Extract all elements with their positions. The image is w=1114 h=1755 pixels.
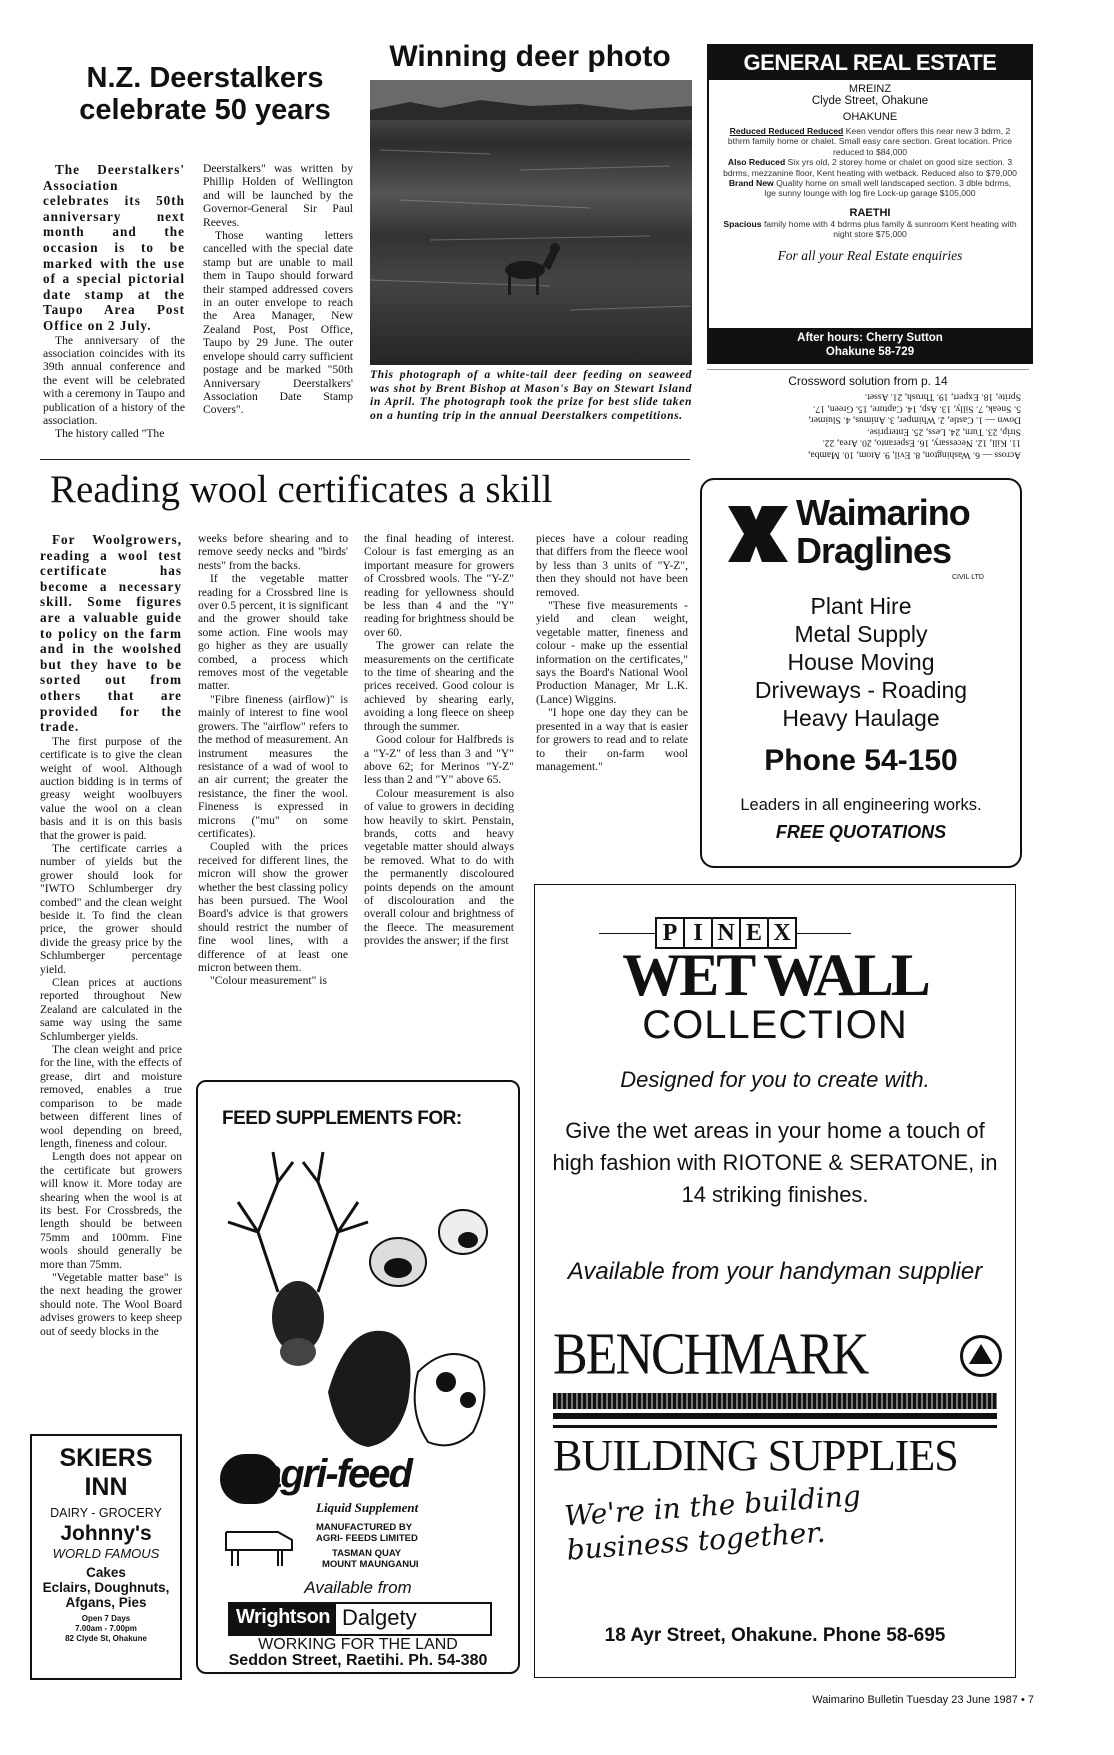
service-item: Plant Hire	[810, 593, 912, 619]
bakery-item: Eclairs, Doughnuts,	[42, 1580, 170, 1595]
paragraph: Good colour for Halfbreds is a "Y-Z" of less than 3 and "Y" above 62; for Merinos "Y-Z" less than 2 and "Y" above 65.	[364, 733, 514, 787]
deer-photo	[370, 80, 692, 365]
bakery-items	[32, 1565, 180, 1610]
paragraph: "Colour measurement" is	[210, 974, 328, 988]
paragraph: "These five measurements - yield and clean weight, vegetable matter, fineness and colour - make up the essential information on the certificates," says the Board's National Wool Production Manager, Mr L.K. (Lance) Wiggins.	[536, 599, 688, 706]
skiers-title: SKIERS	[59, 1444, 153, 1472]
deer-photo-image	[370, 80, 692, 365]
real-estate-tagline: For all your Real Estate enquiries	[777, 247, 963, 263]
paragraph: weeks before shearing and to remove seedy necks and "birds' nests" from the backs.	[198, 532, 348, 572]
listing-label: Reduced Reduced Reduced	[729, 126, 844, 136]
divider	[553, 1425, 997, 1428]
wool-headline: Reading wool certificates a skill	[50, 468, 553, 511]
decorative-band	[553, 1393, 997, 1409]
listing-4	[709, 219, 1031, 240]
available-from-handyman: Available from your handyman supplier	[567, 1258, 983, 1285]
listing-text: family home with 4 bdrms plus family & sunroom Kent heating with night store $75,000	[763, 218, 1017, 240]
benchmark-title: BENCHMARK	[553, 1321, 868, 1388]
paragraph: Colour measurement is also of value to growers in deciding how heavily to skirt. Penstain, brands, cotts and heavy vegetable matter should always be removed. What to do with the permanently discoloured points depends on the amount of discolouration and the overall colour and brightness of the fleece. The measurement provides the answer; if the first	[364, 786, 514, 948]
listing-3	[709, 178, 1031, 199]
manufacturer-address: MOUNT MAUNGANUI	[322, 1559, 419, 1570]
world-famous: WORLD FAMOUS	[52, 1546, 160, 1561]
manufacturer	[316, 1522, 419, 1570]
pinex-letter: N	[713, 919, 741, 947]
crossword-line: 5. Sneak, 7. Silly, 13. Asp, 14. Capture, 15. Green, 17.	[812, 403, 1021, 415]
paragraph: Coupled with the prices received for different lines, the micron will show the grower whether the best classing policy has been pursued. The Wool Board's advice is that growers should restrict the number of fine wool lines, with a difference of at least one micron between them.	[198, 840, 348, 974]
wool-column-1	[40, 532, 182, 1338]
section-raethi: RAETHI	[849, 206, 891, 219]
manufacturer-address: TASMAN QUAY	[332, 1548, 402, 1559]
manufacturer-line: MANUFACTURED BY	[316, 1522, 413, 1533]
wool-lead: For Woolgrowers, reading a wool test certificate has become a necessary skill. Some figures are a valuable guide to policy on the farm and in the woolshed but they have to be sorted out from others that are provided for the trade.	[40, 532, 182, 735]
bakery-item: Afgans, Pies	[65, 1595, 147, 1610]
service-item: House Moving	[787, 649, 935, 675]
agri-feed-address: Seddon Street, Raetihi. Ph. 54-380	[228, 1652, 488, 1669]
waimarino-name: Waimarino	[796, 492, 970, 533]
listing-label: Also Reduced	[727, 157, 786, 168]
listing-1	[709, 126, 1031, 157]
dalgety-label: Dalgety	[342, 1605, 417, 1630]
paragraph: Deerstalkers" was written by Phillip Holden of Wellington and will be launched by the Governor-General Sir Paul Reeves.	[203, 162, 353, 229]
agency: MREINZ	[848, 83, 892, 95]
crossword-answers	[707, 391, 1029, 461]
liquid-supplement: Liquid Supplement	[316, 1500, 419, 1515]
wool-column-2	[198, 532, 348, 988]
paragraph: The certificate carries a number of yields but the grower should look for "IWTO Schlumberger dry combed" and the clean weight beside it. To find the clean price, the grower should divide the greasy price by the Schlumberger percentage yield.	[40, 841, 182, 976]
paragraph: The grower can relate the measurements on the certificate to the time of shearing and the prices received. Good colour is achieved by shearing early, avoiding a long fleece on sheep through the summer.	[364, 639, 514, 733]
service-item: Driveways - Roading	[754, 677, 968, 703]
deer-column-2	[203, 162, 353, 417]
paragraph: If the vegetable matter reading for a Crossbred line is over 0.5 percent, it is significant and the grower should take some action. Fine wools may go higher as they are usually combed, a process which removes most of the vegetable matter.	[198, 572, 348, 693]
after-hours: After hours: Cherry Sutton	[797, 332, 943, 344]
waimarino-draglines-ad	[700, 478, 1022, 868]
waimarino-phone: Phone 54-150	[764, 744, 958, 777]
hours-line: Open 7 Days	[81, 1614, 131, 1623]
designed-tagline: Designed for you to create with.	[620, 1067, 930, 1092]
paragraph: The clean weight and price for the line, with the effects of grease, dirt and moisture removed, enables a true comparison to be made between different lines of wool depending on breed, length, fineness and colour.	[40, 1043, 182, 1150]
benchmark-address: 18 Ayr Street, Ohakune. Phone 58-695	[604, 1625, 946, 1646]
collection-title: COLLECTION	[642, 1003, 908, 1047]
wet-wall-title: WET WALL	[622, 942, 928, 1008]
paragraph: the final heading of interest. Colour is fast emerging as an important measure for growers of Crossbred wools. The "Y-Z" reading for yellowness should be less than 4 and the "Y" reading for brightness should be over 60.	[364, 532, 514, 639]
pinex-letter: E	[741, 919, 769, 947]
free-quotations: FREE QUOTATIONS	[775, 822, 947, 842]
draglines-name: Draglines	[796, 530, 952, 571]
feed-heading: FEED SUPPLEMENTS FOR:	[222, 1108, 462, 1129]
deer-lead: The Deerstalkers' Association celebrates its 50th anniversary next month and the occasion is to be marked with the use of a special pictorial date stamp at the Taupo Area Post Office on 2 July.	[43, 162, 185, 333]
pinex-letter: X	[773, 920, 791, 946]
hours-line: 7.00am - 7.00pm	[75, 1624, 137, 1633]
paragraph: The history called "The	[55, 427, 165, 441]
paragraph: "I hope one day they can be presented in a way that is easier for growers to read and to relate to their on-farm wool management."	[536, 706, 688, 773]
wrightson-dalgety-logo	[228, 1602, 492, 1636]
paragraph: pieces have a colour reading that differs from the fleece wool by less than 3 units of "Y-Z", then they should not have been removed.	[536, 532, 688, 599]
agri-feed-brand: agri-feed	[260, 1452, 411, 1496]
crossword-solution	[707, 369, 1029, 463]
listing-text: Quality home on small well landscaped section. 3 dble bdrms, lge sunny lounge with log fire Lock-up garage $105,000	[764, 178, 1012, 199]
deer-headline: N.Z. Deerstalkers celebrate 50 years	[79, 62, 331, 126]
divider	[599, 933, 655, 934]
divider	[795, 933, 851, 934]
pinex-letter: P	[657, 919, 685, 947]
deer-column-1	[43, 162, 185, 441]
script-slogan: We're in the building business together.	[563, 1479, 862, 1567]
after-hours-phone: Ohakune 58-729	[825, 346, 915, 358]
waimarino-slogan: Leaders in all engineering works.	[740, 796, 982, 814]
pinex-body: Give the wet areas in your home a touch of high fashion with RIOTONE & SERATONE, in 14 striking finishes.	[552, 1118, 998, 1207]
section-ohakune: OHAKUNE	[842, 111, 898, 123]
johnnys: Johnny's	[60, 1522, 152, 1545]
opening-hours	[32, 1614, 180, 1644]
after-hours-bar	[709, 328, 1031, 362]
divider	[40, 459, 690, 460]
crossword-line: Across — 6. Washington, 8. Evil, 9. Atom, 10. Mamba,	[807, 449, 1021, 461]
wrightson-label: Wrightson	[230, 1604, 336, 1634]
paragraph: "Fibre fineness (airflow)" is mainly of interest to fine wool growers. The "airflow" refers to the method of measurement. An instrument measures the resistance of a wad of wool to an air current; the greater the resistance, the finer the wool. Fineness is expressed in microns ("mu" on some certificates).	[198, 692, 348, 840]
divider	[553, 1413, 997, 1419]
paragraph: The first purpose of the certificate is to give the clean weight of wool. Although auction bidding is in terms of greasy weight woolbuyers value the wool on a clean basis and it is on this basis that the grower is paid.	[40, 734, 182, 842]
services-list	[702, 592, 1020, 732]
bakery-item: Cakes	[86, 1565, 126, 1580]
pinex-benchmark-ad	[534, 884, 1016, 1678]
listing-2	[709, 157, 1031, 178]
page-footer: Waimarino Bulletin Tuesday 23 June 1987 • 7	[812, 1694, 1034, 1706]
manufacturer-line: AGRI- FEEDS LIMITED	[316, 1533, 418, 1544]
wool-column-3	[364, 532, 514, 948]
dairy-grocery: DAIRY - GROCERY	[50, 1506, 162, 1520]
draglines-logo-icon	[726, 500, 790, 564]
skiers-inn-ad	[30, 1434, 182, 1680]
civil-ltd: CIVIL LTD	[952, 574, 984, 581]
wool-column-4	[536, 532, 688, 773]
crossword-title: Crossword solution from p. 14	[788, 374, 948, 388]
paragraph: Those wanting letters cancelled with the special date stamp but are unable to mail them in Taupo should forward their stamped addressed covers in an outer envelope to reach the Area Manager, New Zealand Post, Post Office, Taupo by 29 June. The outer envelope should carry sufficient postage and be marked "50th Anniversary Deerstalkers' Association Date Stamp Covers".	[203, 229, 353, 417]
service-item: Heavy Haulage	[782, 705, 940, 731]
paragraph: Clean prices at auctions reported throughout New Zealand are calculated in the same way using the same Schlumberger yields.	[40, 976, 182, 1043]
available-from: Available from	[304, 1578, 412, 1597]
photo-caption: This photograph of a white-tail deer feeding on seaweed was shot by Brent Bishop at Mason's Bay on Stewart Island in April. The photograph took the prize for best slide taken on a hunting trip in the annual Deerstalkers competitions.	[370, 368, 692, 422]
inn-title: INN	[84, 1473, 128, 1501]
benchmark-logo-icon	[960, 1335, 1002, 1377]
cow-icon	[218, 1522, 298, 1568]
paragraph: Length does not appear on the certificate but growers will know it. More today are shearing when the wool is at its best. For Crossbreds, the length should be between 75mm and 100mm. Fine wools should generally be more than 75mm.	[40, 1150, 182, 1271]
crossword-line: Sprite, 18. Expert, 19. Thrush, 21. Asset.	[864, 391, 1021, 403]
working-for-the-land: WORKING FOR THE LAND	[258, 1636, 458, 1653]
photo-headline: Winning deer photo	[389, 40, 671, 73]
listing-text: Keen vendor offers this near new 3 bdrm, 2 bthrm family home or chalet. Small easy care section. Great location. Price reduced to $84,000	[727, 126, 1013, 157]
real-estate-ad	[707, 44, 1033, 364]
listing-text: Six yrs old, 2 storey home or chalet on good size section. 3 bdrms, mezzanine floor, Kent heating with wetback. Reduced also to $79,000	[723, 157, 1017, 178]
pinex-letter: I	[685, 919, 713, 947]
real-estate-banner: GENERAL REAL ESTATE	[709, 46, 1031, 80]
listing-label: Spacious	[723, 218, 762, 229]
skiers-address: 82 Clyde St, Ohakune	[65, 1634, 147, 1643]
livestock-illustration-icon	[218, 1142, 498, 1462]
agency-address: Clyde Street, Ohakune	[811, 95, 929, 107]
agri-feed-ad	[196, 1080, 520, 1674]
service-item: Metal Supply	[794, 621, 928, 647]
crossword-line: 11. Kill, 12. Necessary, 16. Esperanto, 20. Area, 22.	[822, 437, 1021, 449]
paragraph: "Vegetable matter base" is the next heading the grower should note. The Wool Board advises growers to keep sheep out of seedy blocks in the	[40, 1270, 182, 1338]
listing-label: Brand New	[728, 178, 774, 189]
crossword-line: Strip, 23. Turn, 24. Less, 25. Enterprise.	[867, 426, 1021, 438]
building-supplies-title: BUILDING SUPPLIES	[553, 1431, 958, 1480]
paragraph: The anniversary of the association coincides with its 39th annual conference and the event will be celebrated with a ceremony in Taupo and publication of a history of the association.	[43, 333, 185, 427]
crossword-line: Down — 1. Castle, 2. Whimper, 3. Animus, 4. Sluimer,	[808, 414, 1021, 426]
